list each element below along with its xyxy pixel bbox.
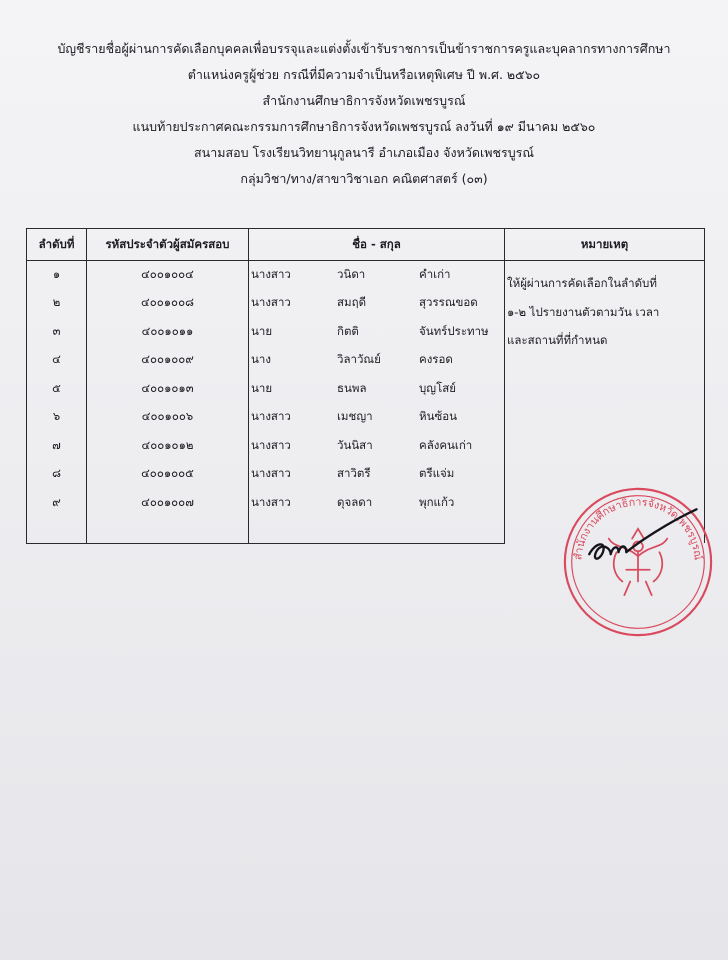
last-name: บุญโสย์ — [419, 380, 457, 395]
name-title: นางสาว — [251, 437, 291, 452]
row-applicant-code: ๔๐๐๑๐๐๔ — [87, 261, 249, 290]
row-order: ๗ — [27, 432, 87, 461]
office-seal-stamp — [560, 484, 716, 640]
name-title: นางสาว — [251, 466, 291, 481]
first-name: สาวิตรี — [337, 466, 371, 481]
table-header-row — [27, 229, 705, 261]
remark-line: ๑-๒ ไปรายงานตัวตามวัน เวลา — [507, 304, 660, 319]
row-full-name — [249, 432, 505, 461]
header-subject-group: กลุ่มวิชา/ทาง/สาขาวิชาเอก คณิตศาสตร์ (๐๓) — [240, 171, 488, 186]
row-applicant-code: ๔๐๐๑๐๐๘ — [87, 289, 249, 318]
seal-text: สำนักงานศึกษาธิการจังหวัดเพชรบูรณ์ — [571, 495, 705, 561]
row-applicant-code: ๔๐๐๑๐๑๓ — [87, 375, 249, 404]
row-full-name — [249, 460, 505, 489]
row-order: ๑ — [27, 261, 87, 290]
first-name: ดุจลดา — [337, 494, 373, 509]
row-full-name — [249, 375, 505, 404]
col-header-remark: หมายเหตุ — [505, 229, 705, 261]
col-header-applicant-code: รหัสประจำตัวผู้สมัครสอบ — [87, 229, 249, 261]
name-title: นาย — [251, 323, 273, 338]
col-header-full-name: ชื่อ - สกุล — [249, 229, 505, 261]
header-exam-venue: สนามสอบ โรงเรียนวิทยานุกูลนารี อำเภอเมือง จังหวัดเพชรบูรณ์ — [194, 145, 534, 160]
first-name: กิตติ — [337, 323, 359, 338]
row-full-name — [249, 318, 505, 347]
first-name: วิลาวัณย์ — [337, 352, 381, 367]
row-order: ๒ — [27, 289, 87, 318]
row-applicant-code: ๔๐๐๑๐๐๗ — [87, 489, 249, 518]
name-title: นางสาว — [251, 494, 291, 509]
row-order: ๖ — [27, 403, 87, 432]
row-order: ๔ — [27, 346, 87, 375]
document-header — [0, 36, 728, 192]
row-full-name — [249, 403, 505, 432]
header-office: สำนักงานศึกษาธิการจังหวัดเพชรบูรณ์ — [262, 93, 466, 108]
name-title: นาง — [251, 352, 271, 367]
last-name: จันทร์ประทาษ — [419, 323, 489, 338]
first-name: วันนิสา — [337, 437, 373, 452]
name-title: นางสาว — [251, 295, 291, 310]
row-applicant-code: ๔๐๐๑๐๐๙ — [87, 346, 249, 375]
last-name: พุกแก้ว — [419, 494, 455, 509]
header-title: บัญชีรายชื่อผู้ผ่านการคัดเลือกบุคคลเพื่อบรรจุและแต่งตั้งเข้ารับราชการเป็นข้าราชการครูและบุคลากรทางการศึกษา — [57, 41, 671, 56]
row-order: ๘ — [27, 460, 87, 489]
first-name: วนิดา — [337, 267, 366, 281]
table-row — [27, 261, 705, 290]
last-name: สุวรรณขอด — [419, 295, 478, 310]
row-applicant-code: ๔๐๐๑๐๐๖ — [87, 403, 249, 432]
row-full-name — [249, 489, 505, 518]
row-order: ๕ — [27, 375, 87, 404]
name-title: นางสาว — [251, 267, 291, 281]
header-announcement: แนบท้ายประกาศคณะกรรมการศึกษาธิการจังหวัดเพชรบูรณ์ ลงวันที่ ๑๙ มีนาคม ๒๕๖๐ — [132, 119, 596, 134]
row-applicant-code: ๔๐๐๑๐๑๒ — [87, 432, 249, 461]
last-name: คำเก่า — [419, 267, 451, 281]
row-full-name — [249, 346, 505, 375]
last-name: ตรีแจ่ม — [419, 466, 455, 481]
empty-cell — [27, 517, 87, 543]
first-name: สมฤดี — [337, 295, 367, 310]
row-full-name — [249, 289, 505, 318]
first-name: ธนพล — [337, 380, 367, 395]
header-position: ตำแหน่งครูผู้ช่วย กรณีที่มีความจำเป็นหรือเหตุพิเศษ ปี พ.ศ. ๒๕๖๐ — [187, 67, 541, 82]
last-name: คลังคนเก่า — [419, 437, 473, 452]
name-title: นาย — [251, 380, 273, 395]
last-name: หินซ้อน — [419, 409, 458, 424]
last-name: คงรอด — [419, 352, 453, 367]
row-order: ๙ — [27, 489, 87, 518]
row-order: ๓ — [27, 318, 87, 347]
garuda-emblem-icon — [609, 529, 668, 595]
remark-line: ให้ผู้ผ่านการคัดเลือกในลำดับที่ — [507, 276, 657, 290]
empty-cell — [87, 517, 249, 543]
row-applicant-code: ๔๐๐๑๐๑๑ — [87, 318, 249, 347]
name-title: นางสาว — [251, 409, 291, 424]
empty-cell — [249, 517, 505, 543]
row-full-name — [249, 261, 505, 290]
first-name: เมชญา — [337, 409, 373, 424]
row-applicant-code: ๔๐๐๑๐๐๕ — [87, 460, 249, 489]
col-header-order: ลำดับที่ — [27, 229, 87, 261]
remark-line: และสถานที่ที่กำหนด — [507, 333, 608, 347]
